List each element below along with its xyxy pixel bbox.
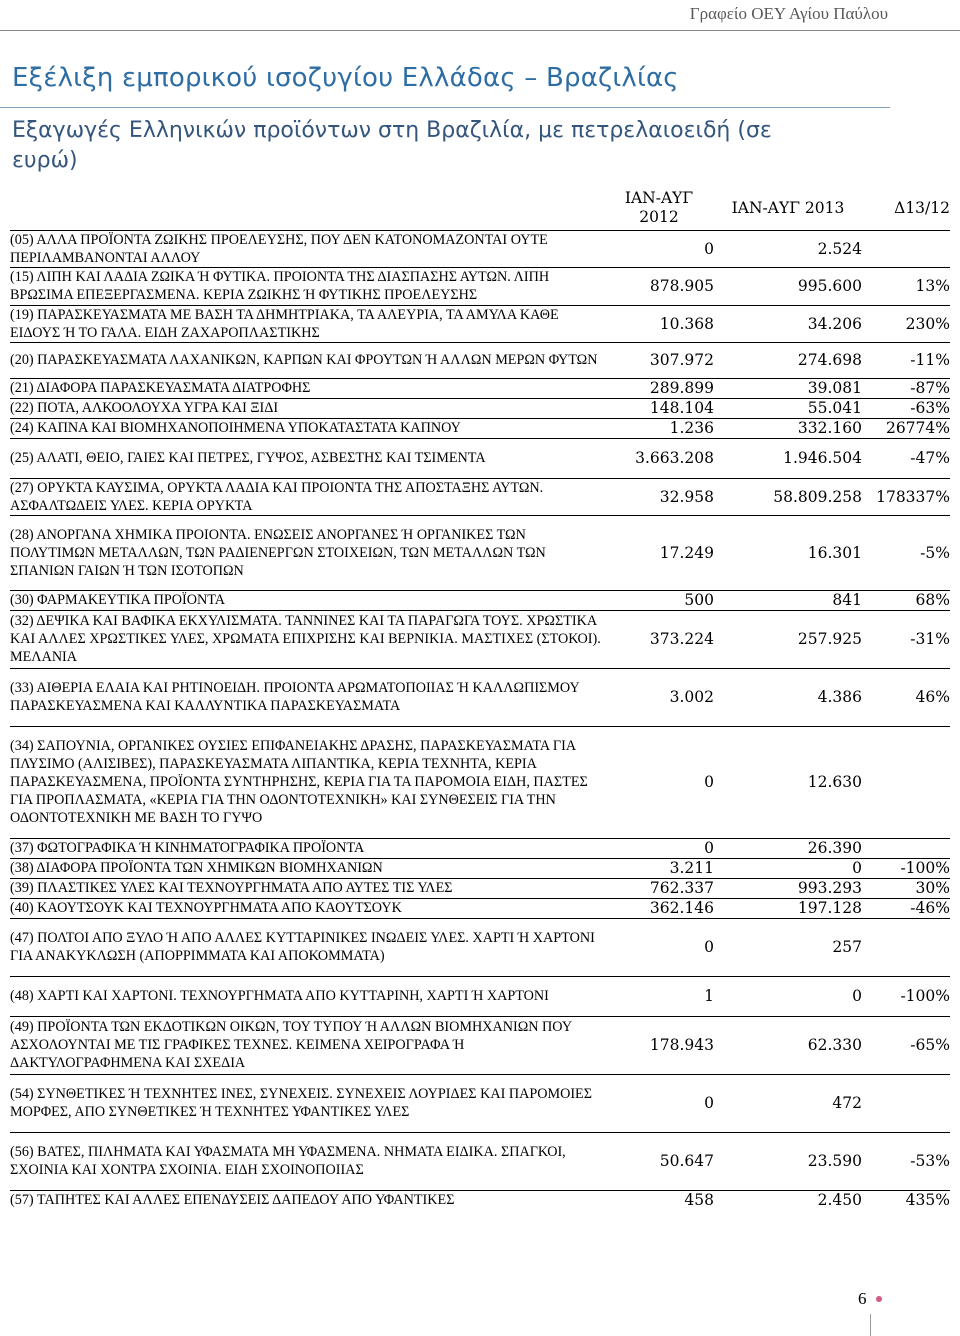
cell-value-2012: 1 [604, 976, 714, 1016]
cell-value-2013: 1.946.504 [714, 438, 862, 478]
header-description [10, 187, 604, 230]
cell-change [862, 1074, 950, 1132]
cell-value-2012: 1.236 [604, 418, 714, 438]
cell-description: (38) ΔΙΑΦΟΡΑ ΠΡΟΪΟΝΤΑ ΤΩΝ ΧΗΜΙΚΩΝ ΒΙΟΜΗΧΑΝΙΩΝ [10, 858, 604, 878]
cell-change: 435% [862, 1190, 950, 1209]
cell-value-2012: 17.249 [604, 515, 714, 590]
header-divider [0, 30, 960, 31]
table-row [10, 418, 950, 438]
exports-table [10, 187, 950, 1209]
cell-value-2013: 995.600 [714, 267, 862, 305]
cell-change: 178337% [862, 478, 950, 515]
cell-value-2012: 0 [604, 918, 714, 976]
cell-description: (32) ΔΕΨΙΚΑ ΚΑΙ ΒΑΦΙΚΑ ΕΚΧΥΛΙΣΜΑΤΑ. ΤΑΝΝΙΝΕΣ ΚΑΙ ΤΑ ΠΑΡΑΓΩΓΑ ΤΟΥΣ. ΧΡΩΣΤΙΚΑ ΚΑΙ ΑΛΛΕΣ ΧΡΩΣΤΙΚΕΣ ΥΛΕΣ, ΧΡΩΜΑΤΑ ΕΠΙΧΡΙΣΗΣ ΚΑΙ ΒΕΡΝΙΚΙΑ. ΜΑΣΤΙΧΕΣ (ΣΤΟΚΟΙ). ΜΕΛΑΝΙΑ [10, 610, 604, 668]
cell-value-2013: 274.698 [714, 342, 862, 378]
page-title: Εξέλιξη εμπορικού ισοζυγίου Ελλάδας – Βραζιλίας [12, 63, 679, 93]
cell-value-2012: 458 [604, 1190, 714, 1209]
cell-value-2013: 0 [714, 976, 862, 1016]
page-number: 6 [858, 1289, 867, 1308]
table-row [10, 305, 950, 342]
cell-description: (56) ΒΑΤΕΣ, ΠΙΛΗΜΑΤΑ ΚΑΙ ΥΦΑΣΜΑΤΑ ΜΗ ΥΦΑΣΜΕΝΑ. ΝΗΜΑΤΑ ΕΙΔΙΚΑ. ΣΠΑΓΚΟΙ, ΣΧΟΙΝΙΑ ΚΑΙ ΧΟΝΤΡΑ ΣΧΟΙΝΙΑ. ΕΙΔΗ ΣΧΟΙΝΟΠΟΙΙΑΣ [10, 1132, 604, 1190]
cell-value-2013: 58.809.258 [714, 478, 862, 515]
cell-description: (34) ΣΑΠΟΥΝΙΑ, ΟΡΓΑΝΙΚΕΣ ΟΥΣΙΕΣ ΕΠΙΦΑΝΕΙΑΚΗΣ ΔΡΑΣΗΣ, ΠΑΡΑΣΚΕΥΑΣΜΑΤΑ ΓΙΑ ΠΛΥΣΙΜΟ (ΑΛΙΣΙΒΕΣ), ΠΑΡΑΣΚΕΥΑΣΜΑΤΑ ΛΙΠΑΝΤΙΚΑ, ΚΕΡΙΑ ΤΕΧΝΗΤΑ, ΚΕΡΙΑ ΠΑΡΑΣΚΕΥΑΣΜΕΝΑ, ΠΡΟΪΟΝΤΑ ΣΥΝΤΗΡΗΣΗΣ, ΚΕΡΙΑ ΓΙΑ ΤΑ ΠΑΡΟΜΟΙΑ ΕΙΔΗ, ΠΑΣΤΕΣ ΓΙΑ ΠΡΟΠΛΑΣΜΑΤΑ, «ΚΕΡΙΑ ΓΙΑ ΤΗΝ ΟΔΟΝΤΟΤΕΧΝΙΚΗ» ΚΑΙ ΣΥΝΘΕΣΕΙΣ ΓΙΑ ΤΗΝ ΟΔΟΝΤΟΤΕΧΝΙΚΗ ΜΕ ΒΑΣΗ ΤΟ ΓΥΨΟ [10, 726, 604, 838]
cell-description: (39) ΠΛΑΣΤΙΚΕΣ ΥΛΕΣ ΚΑΙ ΤΕΧΝΟΥΡΓΗΜΑΤΑ ΑΠΟ ΑΥΤΕΣ ΤΙΣ ΥΛΕΣ [10, 878, 604, 898]
cell-change: 26774% [862, 418, 950, 438]
cell-change: -5% [862, 515, 950, 590]
cell-description: (49) ΠΡΟΪΟΝΤΑ ΤΩΝ ΕΚΔΟΤΙΚΩΝ ΟΙΚΩΝ, ΤΟΥ ΤΥΠΟΥ Ή ΑΛΛΩΝ ΒΙΟΜΗΧΑΝΙΩΝ ΠΟΥ ΑΣΧΟΛΟΥΝΤΑΙ ΜΕ ΤΙΣ ΓΡΑΦΙΚΕΣ ΤΕΧΝΕΣ. ΚΕΙΜΕΝΑ ΧΕΙΡΟΓΡΑΦΑ Ή ΔΑΚΤΥΛΟΓΡΑΦΗΜΕΝΑ ΚΑΙ ΣΧΕΔΙΑ [10, 1016, 604, 1074]
table-row [10, 858, 950, 878]
table-row [10, 1190, 950, 1209]
cell-description: (19) ΠΑΡΑΣΚΕΥΑΣΜΑΤΑ ΜΕ ΒΑΣΗ ΤΑ ΔΗΜΗΤΡΙΑΚΑ, ΤΑ ΑΛΕΥΡΙΑ, ΤΑ ΑΜΥΛΑ ΚΑΘΕ ΕΙΔΟΥΣ Ή ΤΟ ΓΑΛΑ. ΕΙΔΗ ΖΑΧΑΡΟΠΛΑΣΤΙΚΗΣ [10, 305, 604, 342]
cell-change [862, 838, 950, 858]
cell-value-2012: 500 [604, 590, 714, 610]
cell-value-2013: 62.330 [714, 1016, 862, 1074]
table-row [10, 1132, 950, 1190]
cell-value-2013: 23.590 [714, 1132, 862, 1190]
table-row [10, 610, 950, 668]
cell-value-2012: 0 [604, 1074, 714, 1132]
cell-value-2012: 878.905 [604, 267, 714, 305]
cell-value-2012: 3.663.208 [604, 438, 714, 478]
table-row [10, 918, 950, 976]
header-col-2013: ΙΑΝ-ΑΥΓ 2013 [731, 198, 845, 217]
cell-description: (37) ΦΩΤΟΓΡΑΦΙΚΑ Ή ΚΙΝΗΜΑΤΟΓΡΑΦΙΚΑ ΠΡΟΪΟΝΤΑ [10, 838, 604, 858]
table-row [10, 438, 950, 478]
cell-value-2012: 32.958 [604, 478, 714, 515]
cell-change [862, 230, 950, 267]
table-row [10, 230, 950, 267]
cell-value-2012: 0 [604, 726, 714, 838]
cell-change [862, 726, 950, 838]
cell-description: (33) ΑΙΘΕΡΙΑ ΕΛΑΙΑ ΚΑΙ ΡΗΤΙΝΟΕΙΔΗ. ΠΡΟΙΟΝΤΑ ΑΡΩΜΑΤΟΠΟΙΙΑΣ Ή ΚΑΛΛΩΠΙΣΜΟΥ ΠΑΡΑΣΚΕΥΑΣΜΕΝΑ ΚΑΙ ΚΑΛΛΥΝΤΙΚΑ ΠΑΡΑΣΚΕΥΑΣΜΑΤΑ [10, 668, 604, 726]
cell-description: (25) ΑΛΑΤΙ, ΘΕΙΟ, ΓΑΙΕΣ ΚΑΙ ΠΕΤΡΕΣ, ΓΥΨΟΣ, ΑΣΒΕΣΤΗΣ ΚΑΙ ΤΣΙΜΕΝΤΑ [10, 438, 604, 478]
cell-value-2013: 993.293 [714, 878, 862, 898]
cell-change: -100% [862, 976, 950, 1016]
table-row [10, 976, 950, 1016]
cell-value-2012: 362.146 [604, 898, 714, 918]
table-row [10, 898, 950, 918]
cell-change: 13% [862, 267, 950, 305]
cell-value-2012: 289.899 [604, 378, 714, 398]
cell-value-2013: 4.386 [714, 668, 862, 726]
cell-value-2012: 178.943 [604, 1016, 714, 1074]
cell-value-2012: 148.104 [604, 398, 714, 418]
cell-description: (24) ΚΑΠΝΑ ΚΑΙ ΒΙΟΜΗΧΑΝΟΠΟΙΗΜΕΝΑ ΥΠΟΚΑΤΑΣΤΑΤΑ ΚΑΠΝΟΥ [10, 418, 604, 438]
cell-change: -46% [862, 898, 950, 918]
table-row [10, 478, 950, 515]
cell-description: (22) ΠΟΤΑ, ΑΛΚΟΟΛΟΥΧΑ ΥΓΡΑ ΚΑΙ ΞΙΔΙ [10, 398, 604, 418]
cell-change: -65% [862, 1016, 950, 1074]
cell-change: 230% [862, 305, 950, 342]
bullet-dot-icon [876, 1296, 882, 1302]
page-subtitle: Εξαγωγές Ελληνικών προϊόντων στη Βραζιλία, με πετρελαιοειδή (σε ευρώ) [12, 118, 772, 173]
cell-value-2013: 16.301 [714, 515, 862, 590]
cell-value-2013: 2.524 [714, 230, 862, 267]
header-col-2012: ΙΑΝ-ΑΥΓ 2012 [624, 189, 694, 227]
title-divider [0, 107, 890, 108]
cell-change: -53% [862, 1132, 950, 1190]
cell-description: (54) ΣΥΝΘΕΤΙΚΕΣ Ή ΤΕΧΝΗΤΕΣ ΙΝΕΣ, ΣΥΝΕΧΕΙΣ. ΣΥΝΕΧΕΙΣ ΛΟΥΡΙΔΕΣ ΚΑΙ ΠΑΡΟΜΟΙΕΣ ΜΟΡΦΕΣ, ΑΠΟ ΣΥΝΘΕΤΙΚΕΣ Ή ΤΕΧΝΗΤΕΣ ΥΦΑΝΤΙΚΕΣ ΥΛΕΣ [10, 1074, 604, 1132]
table-row [10, 878, 950, 898]
cell-description: (27) ΟΡΥΚΤΑ ΚΑΥΣΙΜΑ, ΟΡΥΚΤΑ ΛΑΔΙΑ ΚΑΙ ΠΡΟΙΟΝΤΑ ΤΗΣ ΑΠΟΣΤΑΞΗΣ ΑΥΤΩΝ. ΑΣΦΑΛΤΩΔΕΙΣ ΥΛΕΣ. ΚΕΡΙΑ ΟΡΥΚΤΑ [10, 478, 604, 515]
cell-value-2013: 841 [714, 590, 862, 610]
cell-value-2013: 39.081 [714, 378, 862, 398]
cell-value-2012: 307.972 [604, 342, 714, 378]
cell-change [862, 918, 950, 976]
cell-change: 68% [862, 590, 950, 610]
table-row [10, 726, 950, 838]
cell-value-2013: 472 [714, 1074, 862, 1132]
cell-value-2013: 34.206 [714, 305, 862, 342]
cell-description: (47) ΠΟΛΤΟΙ ΑΠΟ ΞΥΛΟ Ή ΑΠΟ ΑΛΛΕΣ ΚΥΤΤΑΡΙΝΙΚΕΣ ΙΝΩΔΕΙΣ ΥΛΕΣ. ΧΑΡΤΙ Ή ΧΑΡΤΟΝΙ ΓΙΑ ΑΝΑΚΥΚΛΩΣΗ (ΑΠΟΡΡΙΜΜΑΤΑ ΚΑΙ ΑΠΟΚΟΜΜΑΤΑ) [10, 918, 604, 976]
cell-change: -100% [862, 858, 950, 878]
cell-change: 46% [862, 668, 950, 726]
cell-change: -87% [862, 378, 950, 398]
table-row [10, 398, 950, 418]
cell-value-2012: 0 [604, 230, 714, 267]
footer-divider [870, 1314, 871, 1336]
cell-value-2013: 55.041 [714, 398, 862, 418]
cell-value-2012: 762.337 [604, 878, 714, 898]
table-row [10, 1016, 950, 1074]
cell-value-2013: 257 [714, 918, 862, 976]
cell-description: (05) ΑΛΛΑ ΠΡΟΪΟΝΤΑ ΖΩΙΚΗΣ ΠΡΟΕΛΕΥΣΗΣ, ΠΟΥ ΔΕΝ ΚΑΤΟΝΟΜΑΖΟΝΤΑΙ ΟΥΤΕ ΠΕΡΙΛΑΜΒΑΝΟΝΤΑΙ ΑΛΛΟΥ [10, 230, 604, 267]
cell-description: (30) ΦΑΡΜΑΚΕΥΤΙΚΑ ΠΡΟΪΟΝΤΑ [10, 590, 604, 610]
cell-description: (15) ΛΙΠΗ ΚΑΙ ΛΑΔΙΑ ΖΩΙΚΑ Ή ΦΥΤΙΚΑ. ΠΡΟΙΟΝΤΑ ΤΗΣ ΔΙΑΣΠΑΣΗΣ ΑΥΤΩΝ. ΛΙΠΗ ΒΡΩΣΙΜΑ ΕΠΕΞΕΡΓΑΣΜΕΝΑ. ΚΕΡΙΑ ΖΩΙΚΗΣ Ή ΦΥΤΙΚΗΣ ΠΡΟΕΛΕΥΣΗΣ [10, 267, 604, 305]
cell-change: -63% [862, 398, 950, 418]
table-row [10, 378, 950, 398]
cell-description: (40) ΚΑΟΥΤΣΟΥΚ ΚΑΙ ΤΕΧΝΟΥΡΓΗΜΑΤΑ ΑΠΟ ΚΑΟΥΤΣΟΥΚ [10, 898, 604, 918]
cell-value-2012: 10.368 [604, 305, 714, 342]
cell-change: -47% [862, 438, 950, 478]
cell-change: 30% [862, 878, 950, 898]
cell-description: (20) ΠΑΡΑΣΚΕΥΑΣΜΑΤΑ ΛΑΧΑΝΙΚΩΝ, ΚΑΡΠΩΝ ΚΑΙ ΦΡΟΥΤΩΝ Ή ΑΛΛΩΝ ΜΕΡΩΝ ΦΥΤΩΝ [10, 342, 604, 378]
cell-value-2013: 257.925 [714, 610, 862, 668]
cell-value-2013: 197.128 [714, 898, 862, 918]
table-row [10, 590, 950, 610]
cell-description: (28) ΑΝΟΡΓΑΝΑ ΧΗΜΙΚΑ ΠΡΟΙΟΝΤΑ. ΕΝΩΣΕΙΣ ΑΝΟΡΓΑΝΕΣ Ή ΟΡΓΑΝΙΚΕΣ ΤΩΝ ΠΟΛΥΤΙΜΩΝ ΜΕΤΑΛΛΩΝ, ΤΩΝ ΡΑΔΙΕΝΕΡΓΩΝ ΣΤΟΙΧΕΙΩΝ, ΤΩΝ ΜΕΤΑΛΛΩΝ ΤΩΝ ΣΠΑΝΙΩΝ ΓΑΙΩΝ Ή ΤΩΝ ΙΣΟΤΟΠΩΝ [10, 515, 604, 590]
table-row [10, 1074, 950, 1132]
cell-value-2013: 2.450 [714, 1190, 862, 1209]
cell-description: (48) ΧΑΡΤΙ ΚΑΙ ΧΑΡΤΟΝΙ. ΤΕΧΝΟΥΡΓΗΜΑΤΑ ΑΠΟ ΚΥΤΤΑΡΙΝΗ, ΧΑΡΤΙ Ή ΧΑΡΤΟΝΙ [10, 976, 604, 1016]
table-row [10, 668, 950, 726]
cell-change: -31% [862, 610, 950, 668]
cell-value-2012: 3.211 [604, 858, 714, 878]
cell-value-2013: 12.630 [714, 726, 862, 838]
cell-value-2013: 26.390 [714, 838, 862, 858]
table-row [10, 267, 950, 305]
table-row [10, 342, 950, 378]
cell-value-2013: 332.160 [714, 418, 862, 438]
cell-change: -11% [862, 342, 950, 378]
cell-value-2012: 3.002 [604, 668, 714, 726]
cell-description: (57) ΤΑΠΗΤΕΣ ΚΑΙ ΑΛΛΕΣ ΕΠΕΝΔΥΣΕΙΣ ΔΑΠΕΔΟΥ ΑΠΟ ΥΦΑΝΤΙΚΕΣ [10, 1190, 604, 1209]
cell-value-2012: 50.647 [604, 1132, 714, 1190]
table-row [10, 515, 950, 590]
cell-value-2012: 0 [604, 838, 714, 858]
office-name: Γραφείο ΟΕΥ Αγίου Παύλου [689, 4, 888, 23]
cell-value-2013: 0 [714, 858, 862, 878]
table-row [10, 838, 950, 858]
table-header-row [10, 187, 950, 230]
cell-value-2012: 373.224 [604, 610, 714, 668]
cell-description: (21) ΔΙΑΦΟΡΑ ΠΑΡΑΣΚΕΥΑΣΜΑΤΑ ΔΙΑΤΡΟΦΗΣ [10, 378, 604, 398]
header-col-delta: Δ13/12 [894, 198, 950, 217]
